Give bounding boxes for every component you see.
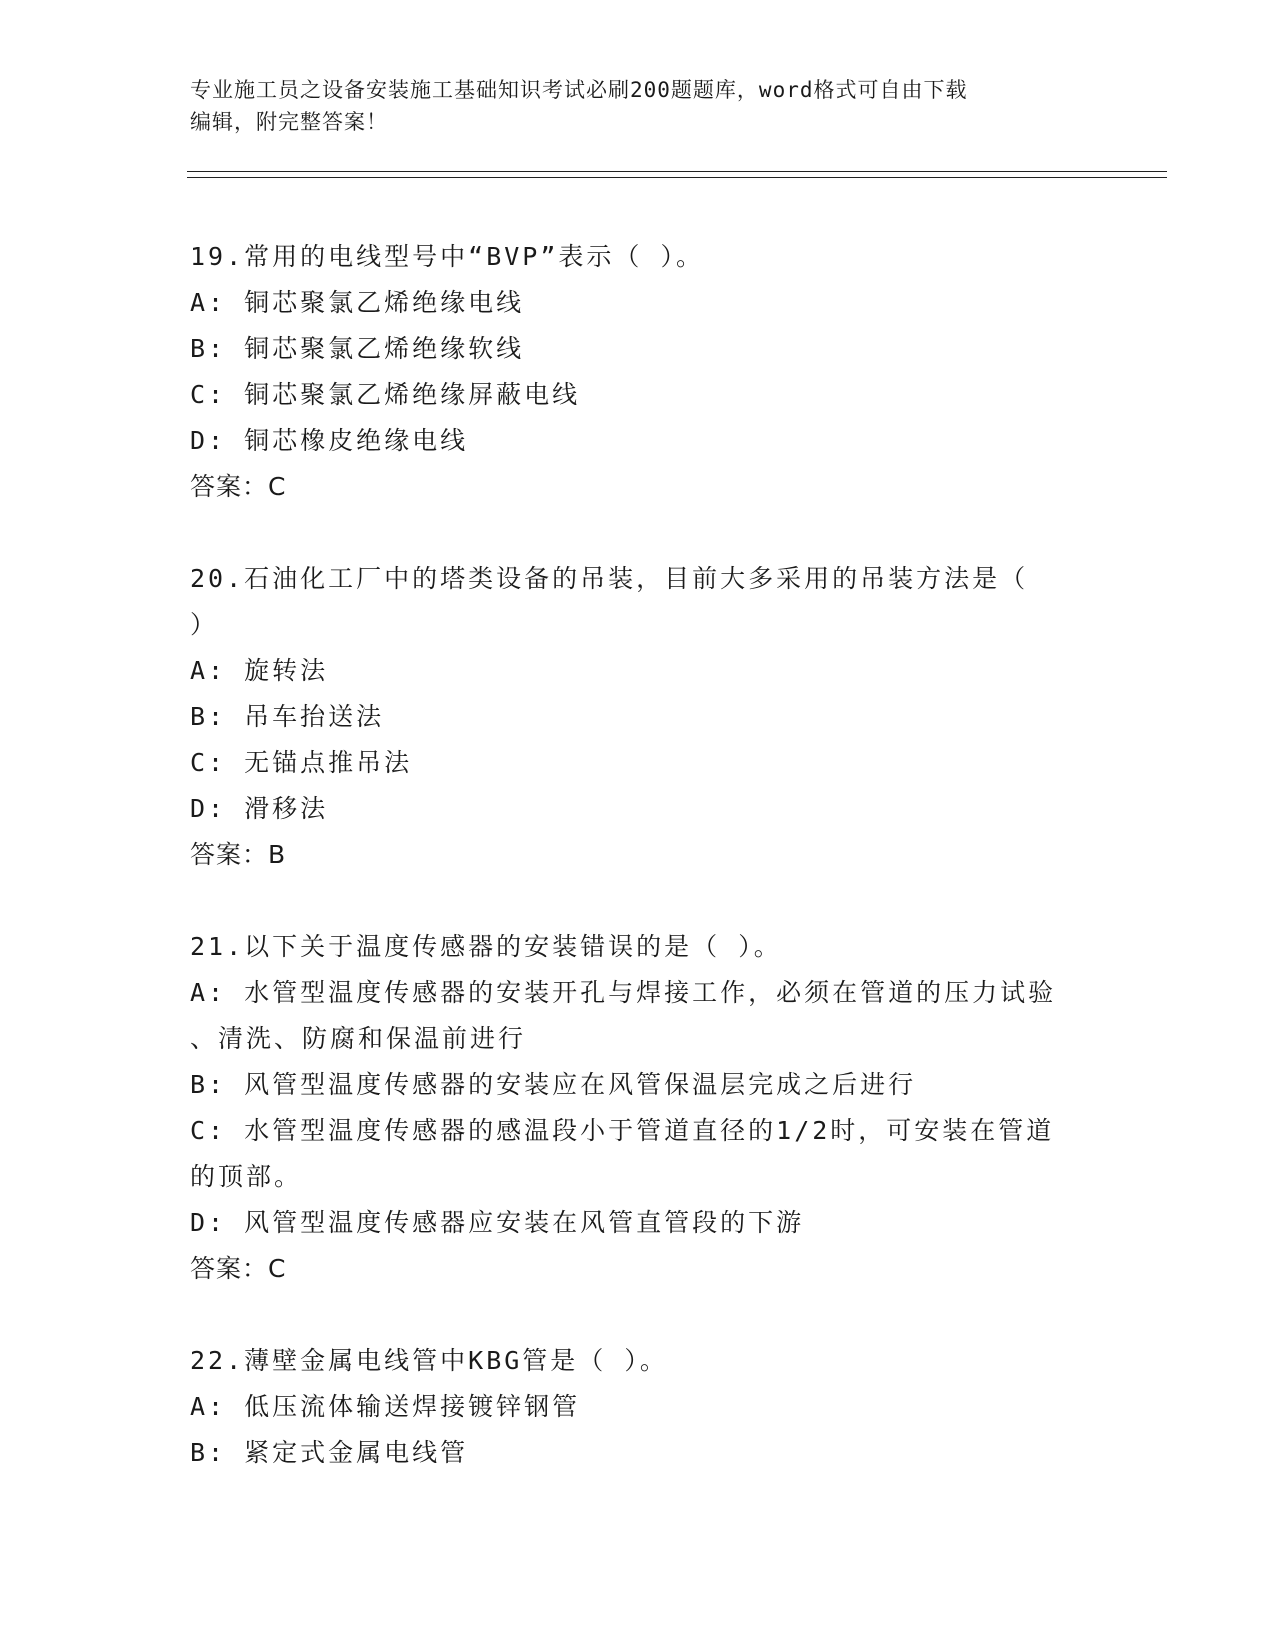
question-stem-continuation: ） — [190, 610, 219, 639]
question-19 — [190, 234, 1090, 510]
option-a: A: 旋转法 — [190, 656, 329, 685]
option-d: D: 风管型温度传感器应安装在风管直管段的下游 — [190, 1208, 805, 1237]
option-b: B: 吊车抬送法 — [190, 702, 385, 731]
answer-line: 答案：B — [190, 840, 287, 869]
question-list — [190, 234, 1090, 1522]
answer-line: 答案：C — [190, 472, 287, 501]
option-d: D: 铜芯橡皮绝缘电线 — [190, 426, 469, 455]
option-c-continuation: 的顶部。 — [190, 1162, 303, 1191]
question-20 — [190, 556, 1090, 878]
document-header — [190, 74, 1090, 138]
header-divider-bottom — [187, 177, 1167, 178]
option-c: C: 无锚点推吊法 — [190, 748, 413, 777]
option-b: B: 风管型温度传感器的安装应在风管保温层完成之后进行 — [190, 1070, 917, 1099]
option-c: C: 水管型温度传感器的感温段小于管道直径的1/2时，可安装在管道 — [190, 1116, 1055, 1145]
option-a-continuation: 、清洗、防腐和保温前进行 — [190, 1024, 527, 1053]
header-title-line-1: 专业施工员之设备安装施工基础知识考试必刷200题题库，word格式可自由下载 — [190, 78, 968, 102]
option-a: A: 低压流体输送焊接镀锌钢管 — [190, 1392, 581, 1421]
option-c: C: 铜芯聚氯乙烯绝缘屏蔽电线 — [190, 380, 581, 409]
question-stem: 22.薄壁金属电线管中KBG管是（ ）。 — [190, 1346, 668, 1375]
question-stem: 19.常用的电线型号中“BVP”表示（ ）。 — [190, 242, 704, 271]
option-b: B: 紧定式金属电线管 — [190, 1438, 469, 1467]
option-b: B: 铜芯聚氯乙烯绝缘软线 — [190, 334, 525, 363]
question-stem: 21.以下关于温度传感器的安装错误的是（ ）。 — [190, 932, 782, 961]
header-title-line-2: 编辑，附完整答案！ — [190, 110, 388, 134]
option-d: D: 滑移法 — [190, 794, 329, 823]
question-stem: 20.石油化工厂中的塔类设备的吊装，目前大多采用的吊装方法是（ — [190, 564, 1029, 593]
option-a: A: 水管型温度传感器的安装开孔与焊接工作，必须在管道的压力试验 — [190, 978, 1057, 1007]
option-a: A: 铜芯聚氯乙烯绝缘电线 — [190, 288, 525, 317]
header-divider-top — [187, 171, 1167, 172]
question-21 — [190, 924, 1090, 1292]
answer-line: 答案：C — [190, 1254, 287, 1283]
question-22 — [190, 1338, 1090, 1476]
